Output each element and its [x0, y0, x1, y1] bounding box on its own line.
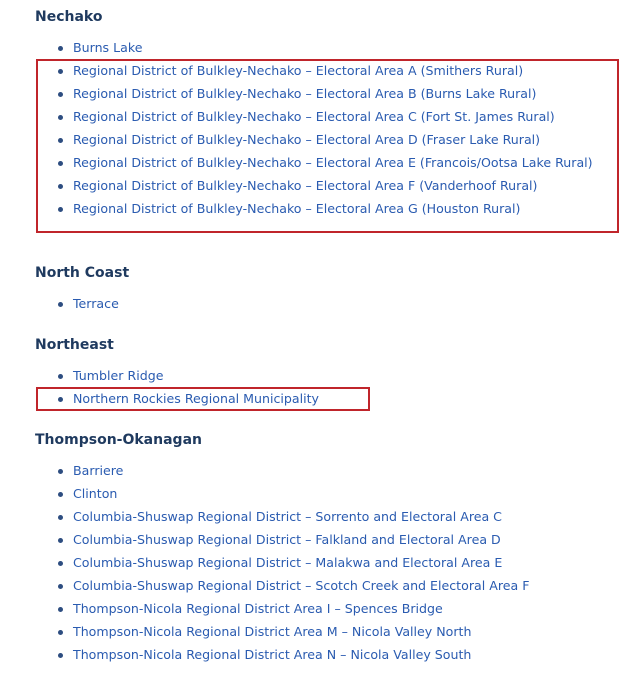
- region-link-terrace[interactable]: Terrace: [73, 296, 119, 311]
- bullet-icon: [58, 138, 63, 143]
- bullet-icon: [58, 653, 63, 658]
- region-link-burns-lake[interactable]: Burns Lake: [73, 40, 143, 55]
- region-link-columbia-shuswap-area-c[interactable]: Columbia-Shuswap Regional District – Sorrento and Electoral Area C: [73, 509, 502, 524]
- bullet-icon: [58, 492, 63, 497]
- bullet-icon: [58, 538, 63, 543]
- bullet-icon: [58, 515, 63, 520]
- bullet-icon: [58, 184, 63, 189]
- bullet-icon: [58, 302, 63, 307]
- bullet-icon: [58, 630, 63, 635]
- region-link-thompson-nicola-area-m[interactable]: Thompson-Nicola Regional District Area M – Nicola Valley North: [73, 624, 472, 639]
- bullet-icon: [58, 584, 63, 589]
- region-link-bulkley-nechako-area-e[interactable]: Regional District of Bulkley-Nechako – Electoral Area E (Francois/Ootsa Lake Rural): [73, 155, 593, 170]
- bullet-icon: [58, 92, 63, 97]
- bullet-icon: [58, 561, 63, 566]
- region-link-clinton[interactable]: Clinton: [73, 486, 118, 501]
- region-link-thompson-nicola-area-n[interactable]: Thompson-Nicola Regional District Area N – Nicola Valley South: [73, 647, 472, 662]
- bullet-icon: [58, 46, 63, 51]
- region-link-columbia-shuswap-area-e[interactable]: Columbia-Shuswap Regional District – Malakwa and Electoral Area E: [73, 555, 503, 570]
- region-link-tumbler-ridge[interactable]: Tumbler Ridge: [73, 368, 164, 383]
- bullet-icon: [58, 69, 63, 74]
- region-link-bulkley-nechako-area-c[interactable]: Regional District of Bulkley-Nechako – Electoral Area C (Fort St. James Rural): [73, 109, 555, 124]
- region-link-bulkley-nechako-area-g[interactable]: Regional District of Bulkley-Nechako – Electoral Area G (Houston Rural): [73, 201, 521, 216]
- section-heading-nechako: Nechako: [35, 9, 103, 25]
- section-heading-north-coast: North Coast: [35, 265, 130, 281]
- region-link-bulkley-nechako-area-a[interactable]: Regional District of Bulkley-Nechako – Electoral Area A (Smithers Rural): [73, 63, 524, 78]
- region-link-bulkley-nechako-area-f[interactable]: Regional District of Bulkley-Nechako – Electoral Area F (Vanderhoof Rural): [73, 178, 538, 193]
- region-link-bulkley-nechako-area-d[interactable]: Regional District of Bulkley-Nechako – Electoral Area D (Fraser Lake Rural): [73, 132, 541, 147]
- region-link-columbia-shuswap-area-f[interactable]: Columbia-Shuswap Regional District – Scotch Creek and Electoral Area F: [73, 578, 530, 593]
- region-link-thompson-nicola-area-i[interactable]: Thompson-Nicola Regional District Area I – Spences Bridge: [73, 601, 443, 616]
- bullet-icon: [58, 397, 63, 402]
- region-link-barriere[interactable]: Barriere: [73, 463, 124, 478]
- bullet-icon: [58, 115, 63, 120]
- region-link-bulkley-nechako-area-b[interactable]: Regional District of Bulkley-Nechako – Electoral Area B (Burns Lake Rural): [73, 86, 537, 101]
- region-link-northern-rockies[interactable]: Northern Rockies Regional Municipality: [73, 391, 320, 406]
- bullet-icon: [58, 469, 63, 474]
- bullet-icon: [58, 374, 63, 379]
- section-heading-thompson-okanagan: Thompson-Okanagan: [35, 432, 202, 448]
- bullet-icon: [58, 607, 63, 612]
- region-link-columbia-shuswap-area-d[interactable]: Columbia-Shuswap Regional District – Falkland and Electoral Area D: [73, 532, 501, 547]
- section-heading-northeast: Northeast: [35, 337, 114, 353]
- bullet-icon: [58, 207, 63, 212]
- bullet-icon: [58, 161, 63, 166]
